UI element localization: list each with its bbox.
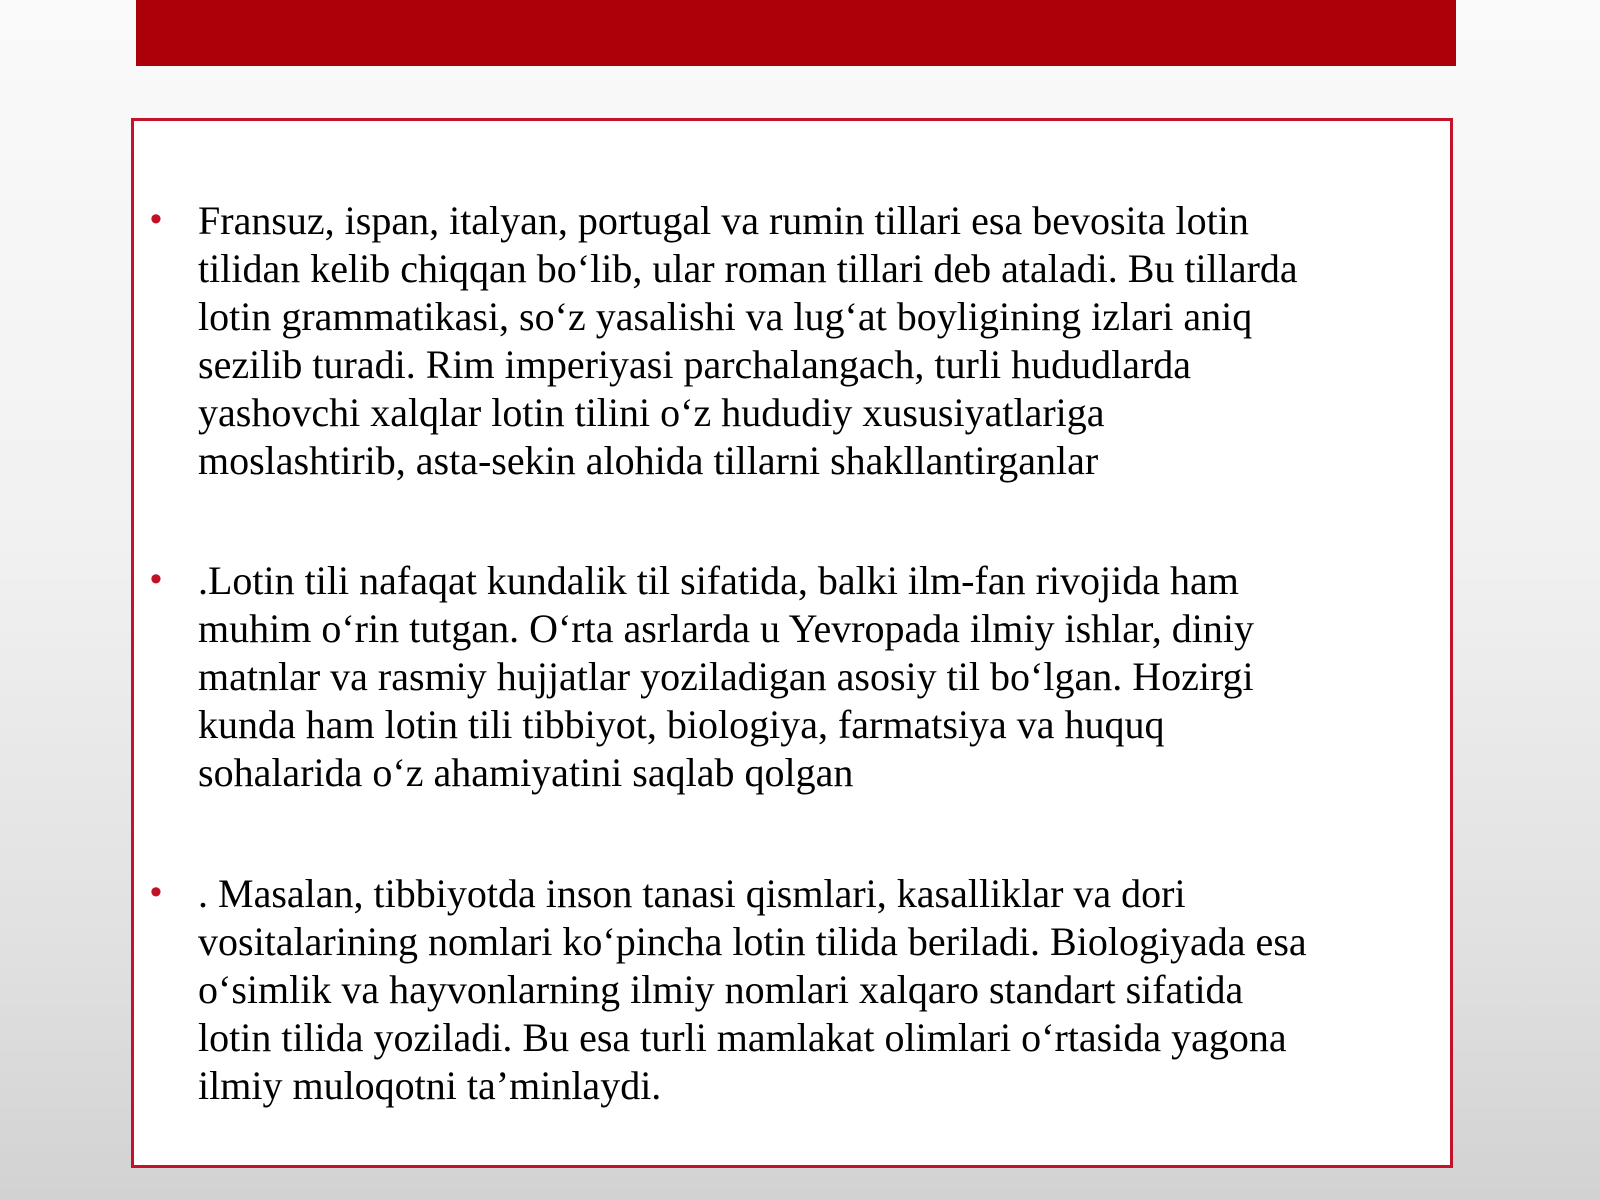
bullet-icon: • [150, 873, 162, 911]
content-box [131, 118, 1453, 1168]
bullet-text: . Masalan, tibbiyotda inson tanasi qismlari, kasalliklar va dori vositalarining nomlari ko‘pincha lotin tilida beriladi. Biologiyada esa o‘simlik va hayvonlarning ilmiy nomlari xalqaro standart sifatida lotin tilida yoziladi. Bu esa turli mamlakat olimlari o‘rtasida yagona ilmiy muloqotni ta’minlaydi. [198, 871, 1307, 1108]
bullet-text: Fransuz, ispan, italyan, portugal va rumin tillari esa bevosita lotin tilidan kelib chiqqan bo‘lib, ular roman tillari deb ataladi. Bu tillarda lotin grammatikasi, so‘z yasalishi va lug‘at boyligining izlari aniq sezilib turadi. Rim imperiyasi parchalangach, turli hududlarda yashovchi xalqlar lotin tilini o‘z hududiy xususiyatlariga moslashtirib, asta-sekin alohida tillarni shakllantirganlar [198, 198, 1298, 483]
bullet-icon: • [150, 560, 162, 598]
title-bar [136, 0, 1456, 66]
bullet-icon: • [150, 200, 162, 238]
bullet-text: .Lotin tili nafaqat kundalik til sifatida, balki ilm-fan rivojida ham muhim o‘rin tutgan. O‘rta asrlarda u Yevropada ilmiy ishlar, diniy matnlar va rasmiy hujjatlar yoziladigan asosiy til bo‘lgan. Hozirgi kunda ham lotin tili tibbiyot, biologiya, farmatsiya va huquq sohalarida o‘z ahamiyatini saqlab qolgan [198, 558, 1254, 795]
